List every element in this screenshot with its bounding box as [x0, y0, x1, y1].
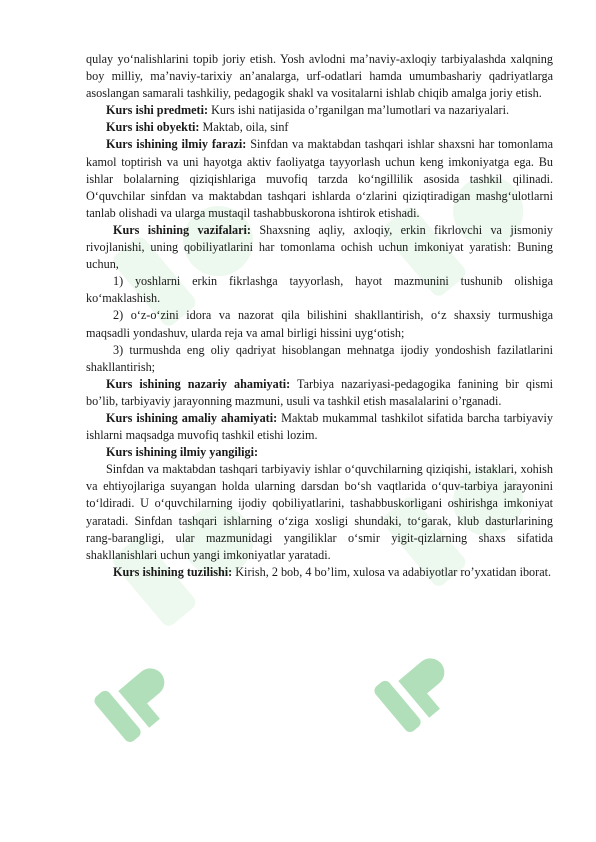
paragraph-practical-significance — [86, 410, 553, 444]
paragraph-theoretical-significance — [86, 376, 553, 410]
paragraph-tasks — [86, 222, 553, 273]
label-novelty: Kurs ishining ilmiy yangiligi: — [106, 445, 259, 460]
document-body — [86, 51, 553, 581]
label-hypothesis: Kurs ishining ilmiy farazi: — [106, 137, 247, 152]
list-item-2: 2) o‘z-o‘zini idora va nazorat qila bilishini shakllantirish, o‘z shaxsiy turmushiga maqsadli yondashuv, ularda reja va amal birligi hissini uyg‘otish; — [86, 308, 553, 340]
watermark-glyph — [372, 645, 463, 734]
paragraph-hypothesis — [86, 136, 553, 221]
watermark-glyph — [92, 655, 183, 744]
paragraph-structure — [86, 564, 553, 581]
label-course-object: Kurs ishi obyekti: — [106, 120, 200, 135]
paragraph-novelty: Sinfdan va maktabdan tashqari tarbiyaviy ishlar o‘quvchilarning qiziqishi, istaklari, xohish va ehtiyojlariga suyangan holda ularning darsdan bo‘sh vaqtlarida o‘quv-tarbiya jarayonini to‘ldiradi. U o‘quvchilarning ijodiy qobiliyatlarini, tashabbuskorligani oshirishga imkoniyat yaratadi. Sinfdan tashqari ishlarning o‘ziga xosligi shundaki, to‘garak, klub dasturlarining rang-barangligi, ular mazmunidagi yangiliklar o‘smir yigit-qizlarning shaxs sifatida shakllanishlari uchun yangi imkoniyatlar yaratadi. — [86, 462, 553, 562]
label-tasks: Kurs ishining vazifalari: — [113, 222, 251, 237]
paragraph-course-object — [86, 119, 553, 136]
paragraph-novelty-heading — [86, 444, 553, 461]
text-course-subject: Kurs ishi natijasida o’rganilgan ma’lumotlari va nazariyalari. — [208, 103, 510, 118]
text-hypothesis: Sinfdan va maktabdan tashqari ishlar shaxsni har tomonlama kamol toptirish va uni hayotga aktiv faoliyatga tayyorlash uchun keng imkoniyatga ega. Bu ishlar bolalarning qiziqishlariga muvofiq tarzda ko‘ngillilik asosida tashkil qilinadi. O‘quvchilar sinfdan va maktabdan tashqari ishlarda o‘zlarini qiziqtiradigan mashg‘ulotlarni tanlab olishadi va ularga mustaqil tashabbuskorona ishtirok etishadi. — [86, 137, 554, 220]
text-course-object: Maktab, oila, sinf — [199, 120, 289, 135]
label-practical-significance: Kurs ishining amaliy ahamiyati: — [106, 410, 278, 425]
label-theoretical-significance: Kurs ishining nazariy ahamiyati: — [106, 376, 291, 391]
text-structure: Kirish, 2 bob, 4 bo’lim, xulosa va adabiyotlar ro’yxatidan iborat. — [232, 564, 552, 579]
text-theoretical-significance: Tarbiya nazariyasi-pedagogika fanining bir qismi bo’lib, tarbiyaviy jarayonning mazmuni, usuli va tashkil etish masalalarini o’rganadi. — [86, 376, 553, 408]
paragraph-intro-continued: qulay yo‘nalishlarini topib joriy etish. Yosh avlodni ma’naviy-axloqiy tarbiyalashda xalqning boy milliy, ma’naviy-tarixiy an’analarga, urf-odatlari hamda umumbashariy qadriyatlarga asoslangan samarali tashkiliy, pedagogik shakl va vositalarni ishlab chiqib amalga joriy etish. — [86, 52, 553, 101]
text-practical-significance: Maktab mukammal tashkilot sifatida barcha tarbiyaviy ishlarni maqsadga muvofiq tashkil etishi lozim. — [86, 410, 554, 443]
label-course-subject: Kurs ishi predmeti: — [106, 103, 209, 118]
list-item-3: 3) turmushda eng oliy qadriyat hisoblangan mehnatga ijodiy yondoshish fazilatlarini shakllantirish; — [86, 342, 553, 374]
paragraph-course-subject — [86, 102, 553, 119]
list-item-1: 1) yoshlarni erkin fikrlashga tayyorlash, hayot mazmunini tushunib olishiga ko‘maklashish. — [86, 274, 553, 306]
label-structure: Kurs ishining tuzilishi: — [113, 564, 233, 579]
text-tasks: Shaxsning aqliy, axloqiy, erkin fikrlovchi va jismoniy rivojlanishi, uning qobiliyatlarini har tomonlama ochish uchun imkoniyat yaratish: Buning uchun, — [86, 222, 553, 272]
